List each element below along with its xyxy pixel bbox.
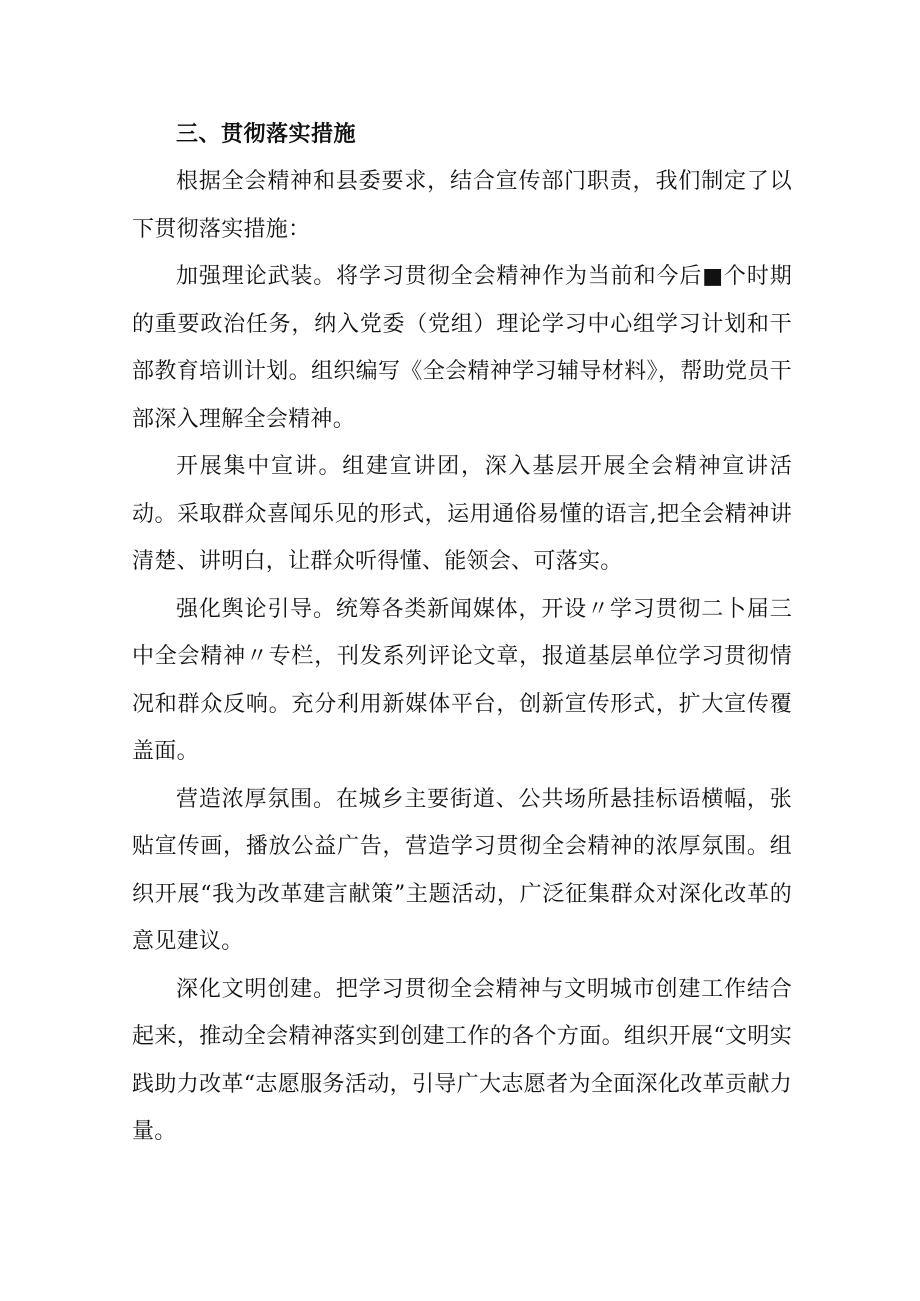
paragraph-theory-study: 加强理论武装。将学习贯彻全会精神作为当前和今后■个时期的重要政治任务，纳入党委（党组）理论学习中心组学习计划和干部教育培训计划。组织编写《全会精神学习辅导材料》，帮助党员干部深入理解全会精神。	[132, 264, 792, 432]
paragraph-public-opinion: 强化舆论引导。统筹各类新闻媒体，开设〃学习贯彻二卜届三中全会精神〃专栏，刊发系列评论文章，报道基层单位学习贯彻情况和群众反响。充分利用新媒体平台，创新宣传形式，扩大宣传覆盖面。	[132, 596, 792, 764]
document-body	[132, 110, 792, 1156]
section-heading: 三、贯彻落实措施	[176, 121, 357, 147]
paragraph-atmosphere: 营造浓厚氛围。在城乡主要街道、公共场所悬挂标语横幅，张贴宣传画，播放公益广告，营造学习贯彻全会精神的浓厚氛围。组织开展“我为改革建言献策”主题活动，广泛征集群众对深化改革的意见建议。	[132, 786, 792, 954]
paragraph-lectures: 开展集中宣讲。组建宣讲团，深入基层开展全会精神宣讲活动。采取群众喜闻乐见的形式，运用通俗易懂的语言,把全会精神讲清楚、讲明白，让群众听得懂、能领会、可落实。	[132, 454, 792, 574]
paragraph-civilization: 深化文明创建。把学习贯彻全会精神与文明城市创建工作结合起来，推动全会精神落实到创建工作的各个方面。组织开展“文明实践助力改革“志愿服务活动，引导广大志愿者为全面深化改革贡献力量。	[132, 976, 792, 1144]
paragraph-intro: 根据全会精神和县委要求，结合宣传部门职责，我们制定了以下贯彻落实措施：	[132, 169, 792, 242]
